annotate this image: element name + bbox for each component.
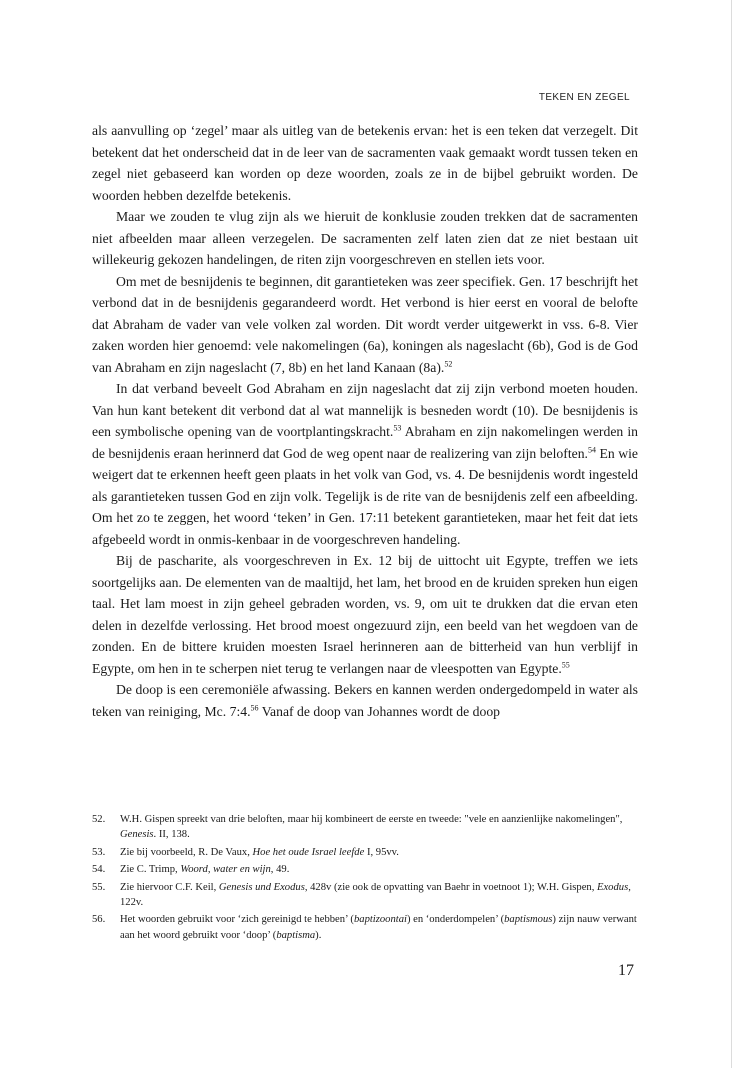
footnote-number: 53.	[92, 846, 106, 858]
paragraph-3	[92, 271, 638, 379]
paragraph-text: Maar we zouden te vlug zijn als we hieruit de konklusie zouden trekken dat de sacramenten niet afbeelden maar alleen verzegelen. De sacramenten zelf laten zien dat ze niet bestaan uit willekeurig gekozen handelingen, de riten zijn voorgeschreven en stellen iets voor.	[92, 209, 638, 267]
paragraph-text: En wie weigert dat te erkennen heeft geen plaats in het volk van God, vs. 4. De besnijdenis wordt ingesteld als garantieteken tussen God en zijn volk. Tegelijk is de rite van de besnijdenis zelf een afbeelding. Om het zo te zeggen, het woord ‘teken’ in Gen. 17:11 betekent garantieteken, maar het feit dat iets afgebeeld wordt in onmis-kenbaar in de voorgeschreven handeling.	[92, 445, 638, 547]
paragraph-text: Abraham en zijn nakomelingen werden in de besnijdenis eraan herinnerd dat God de weg opent naar de realizering van zijn beloften.	[92, 424, 638, 461]
footnote-ref-54[interactable]: 54	[587, 444, 596, 454]
paragraph-text: In dat verband beveelt God Abraham en zijn nageslacht dat zij zijn verbond moeten houden. Van hun kant betekent dit verbond dat al wat mannelijk is besneden wordt (10). De besnijdenis is een symbolische opening van de voortplantingskracht.	[92, 381, 638, 439]
footnote-number: 54.	[92, 864, 106, 876]
footnote-text-part: Het woorden gebruikt voor ‘zich gereinigd te hebben’ (	[120, 914, 354, 926]
footnote-ref-55[interactable]: 55	[561, 659, 570, 669]
footnote-text-part: . II, 138.	[153, 829, 190, 841]
footnote-term: baptisma	[276, 929, 316, 941]
footnote-title: Exodus	[597, 881, 629, 893]
footnote-ref-52[interactable]: 52	[444, 358, 453, 368]
paragraph-text: Om met de besnijdenis te beginnen, dit garantieteken was zeer specifiek. Gen. 17 beschrijft het verbond dat in de besnijdenis gegarandeerd wordt. Het verbond is hier eerst en vooral de belofte dat Abraham de vader van vele volken zal worden. Dit wordt verder uitgewerkt in vss. 6-8. Vier zaken worden hier genoemd: vele nakomelingen (6a), koningen als nageslacht (6b), God is de God van Abraham en zijn nageslacht (7, 8b) en het land Kanaan (8a).	[92, 273, 638, 375]
footnote-text	[120, 812, 638, 843]
footnote-title: Genesis	[120, 829, 154, 841]
footnote-55	[92, 880, 638, 911]
footnote-text	[120, 912, 638, 943]
running-header: TEKEN EN ZEGEL	[538, 92, 630, 103]
footnote-text-part: Zie bij voorbeeld, R. De Vaux,	[120, 846, 253, 858]
paragraph-5	[92, 550, 638, 679]
footnote-text	[120, 862, 638, 877]
footnote-term: baptizoontai	[353, 914, 407, 926]
footnote-title: Woord, water en wijn	[180, 864, 271, 876]
footnote-text-part: , 49.	[270, 864, 290, 876]
paragraph-1	[92, 120, 638, 206]
paragraph-text: De doop is een ceremoniële afwassing. Bekers en kannen werden ondergedompeld in water als teken van reiniging, Mc. 7:4.	[92, 682, 638, 719]
footnote-text-part: ) en ‘onderdompelen’ (	[406, 914, 505, 926]
footnote-text-part: ) zijn nauw verwant aan het woord gebruikt voor ‘doop’ (	[120, 914, 637, 941]
footnote-52	[92, 812, 638, 843]
paragraph-6	[92, 679, 638, 722]
body-text	[92, 120, 638, 722]
footnote-term: baptismous	[504, 914, 553, 926]
footnotes	[92, 812, 638, 945]
footnote-text	[120, 880, 638, 911]
footnote-ref-53[interactable]: 53	[393, 423, 402, 433]
footnote-text-part: , 428v (zie ook de opvatting van Baehr in voetnoot 1); W.H. Gispen,	[304, 881, 597, 893]
footnote-number: 52.	[92, 814, 106, 825]
footnote-text-part: , 122v.	[120, 881, 631, 909]
paragraph-text: Vanaf de doop van Johannes wordt de doop	[258, 703, 501, 719]
paragraph-text: als aanvulling op ‘zegel’ maar als uitleg van de betekenis ervan: het is een teken dat verzegelt. Dit betekent dat het onderscheid dat in de leer van de sacramenten vaak gemaakt wordt tussen teken en zegel niet gebaseerd kan worden op deze woorden, zoals ze in de bijbel gebruikt worden. De woorden hebben dezelfde betekenis.	[92, 123, 638, 203]
footnote-text-part: ).	[315, 929, 322, 941]
page-number: 17	[618, 962, 634, 979]
footnote-53	[92, 845, 638, 860]
footnote-text-part: Zie C. Trimp,	[120, 864, 181, 876]
footnote-text-part: I, 95vv.	[364, 846, 399, 858]
paragraph-text: Bij de pascharite, als voorgeschreven in Ex. 12 bij de uittocht uit Egypte, treffen we iets soortgelijks aan. De elementen van de maaltijd, het lam, het brood en de kruiden spreken hun eigen taal. Het lam moest in zijn geheel gebraden worden, vs. 9, om uit te drukken dat die ervan eten delen in dezelfde verlossing. Het brood moest ongezuurd zijn, een beeld van het wegdoen van de zonden. En de bittere kruiden moesten Israel herinneren aan de bitterheid van hun verblijf in Egypte, om hen in te scherpen niet terug te verlangen naar de vleespotten van Egypte.	[92, 553, 638, 676]
footnote-54	[92, 862, 638, 877]
footnote-title: Genesis und Exodus	[218, 881, 305, 893]
paragraph-4	[92, 378, 638, 550]
footnote-56	[92, 912, 638, 943]
footnote-ref-56[interactable]: 56	[250, 702, 259, 712]
page-edge	[731, 0, 732, 1068]
footnote-text	[120, 845, 638, 860]
footnote-text-part: Zie hiervoor C.F. Keil,	[120, 881, 219, 893]
footnote-number: 56.	[92, 914, 106, 926]
footnote-title: Hoe het oude Israel leefde	[252, 846, 365, 858]
footnote-number: 55.	[92, 881, 106, 893]
footnote-text-part: W.H. Gispen spreekt van drie beloften, maar hij kombineert de eerste en tweede: "vele en aanzienlijke nakomelingen",	[120, 814, 623, 825]
paragraph-2	[92, 206, 638, 271]
